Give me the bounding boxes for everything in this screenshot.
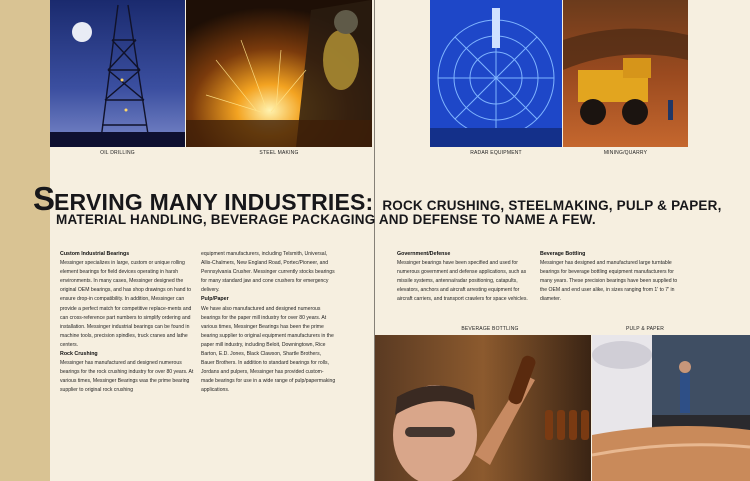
heading-rock-crushing: Rock Crushing xyxy=(60,351,98,358)
para-custom-bearings: Messinger specializes in large, custom or unique rolling element bearings for field devices operating in harsh environments. In many cases, Messinger designed the original OEM bearings, and has shop drawings on hand to ensure drop-in compatibility. In addition, Messinger can provide a perfect match for competitive replace-ments and can cross-reference part numbers to simplify ordering and installation. Messinger industrial bearings can be found in machine tools, precision spindles, truck cranes and lathe centers. xyxy=(60,260,192,348)
headline-initial: S xyxy=(33,180,55,217)
para-rock-crushing-cont: equipment manufacturers, including Telsmith, Universal, Allis-Chalmers, New England Road, Portec/Pioneer, and Pennsylvania Crusher. Messinger currently stocks bearings for many standard jaw and cone crushers for emergency delivery. xyxy=(201,251,335,294)
para-pulp-paper: We have also manufactured and designed numerous bearings for the paper mill industry for over 80 years. At various times, Messinger Bearings has been the prime bearing supplier to original equipment manufacturers in the paper mill industry, including Beloit, Downingtown, Rice Barton, E.D. Jones, Black Clawson, Shartle Brothers, Bauer Brothers. In addition to standard bearings for rolls, Jordans and pulpers, Messinger has provided custom-made bearings for use in a wide range of pulp/papermaking applications. xyxy=(201,305,336,394)
headline-line-2: MATERIAL HANDLING, BEVERAGE PACKAGING AND DEFENSE TO NAME A FEW. xyxy=(56,212,596,227)
heading-pulp-paper: Pulp/Paper xyxy=(201,296,229,303)
caption-pulp-paper: PULP & PAPER xyxy=(625,326,665,332)
radar-equipment-photo xyxy=(430,0,562,147)
heading-government-defense: Government/Defense xyxy=(397,251,451,257)
headline-sub: ROCK CRUSHING, STEELMAKING, PULP & PAPER, xyxy=(382,198,722,213)
oil-drilling-photo xyxy=(50,0,185,147)
headline xyxy=(33,180,733,227)
text-column-3 xyxy=(397,250,535,305)
caption-radar-equipment: RADAR EQUIPMENT xyxy=(470,150,522,156)
text-column-4 xyxy=(540,250,682,305)
caption-mining-quarry: MINING/QUARRY xyxy=(603,150,648,156)
steel-making-photo xyxy=(186,0,372,147)
heading-custom-bearings: Custom Industrial Bearings xyxy=(60,251,130,257)
beverage-bottling-photo xyxy=(375,335,591,481)
headline-main: ERVING MANY INDUSTRIES: xyxy=(54,189,374,215)
para-government-defense: Messinger bearings have been specified and used for numerous government and defense applications, such as missile systems, antenna/radar positioning, catapults, elevators, anchors and aircraft arresting equipment for aircraft carriers, and transport crawlers for space vehicles. xyxy=(397,260,528,303)
para-rock-crushing: Messinger has manufactured and designed numerous bearings for the rock crushing industry for over 80 years. At various times, Messinger Bearings was the prime bearing supplier to original rock crushing xyxy=(60,360,194,394)
caption-steel-making: STEEL MAKING xyxy=(259,150,299,156)
para-beverage-bottling: Messinger has designed and manufactured large turntable bearings for beverage bottling equipment manufacturers for many years. These precision bearings have been supplied to the OEM and end user alike, in sizes ranging from 1' to 7' in diameter. xyxy=(540,260,678,303)
pulp-paper-photo xyxy=(592,335,750,481)
heading-beverage-bottling: Beverage Bottling xyxy=(540,251,586,257)
text-column-1 xyxy=(60,250,198,396)
caption-beverage-bottling: BEVERAGE BOTTLING xyxy=(461,326,519,332)
text-column-2 xyxy=(201,250,336,396)
caption-oil-drilling: OIL DRILLING xyxy=(100,150,135,156)
mining-quarry-photo xyxy=(563,0,688,147)
